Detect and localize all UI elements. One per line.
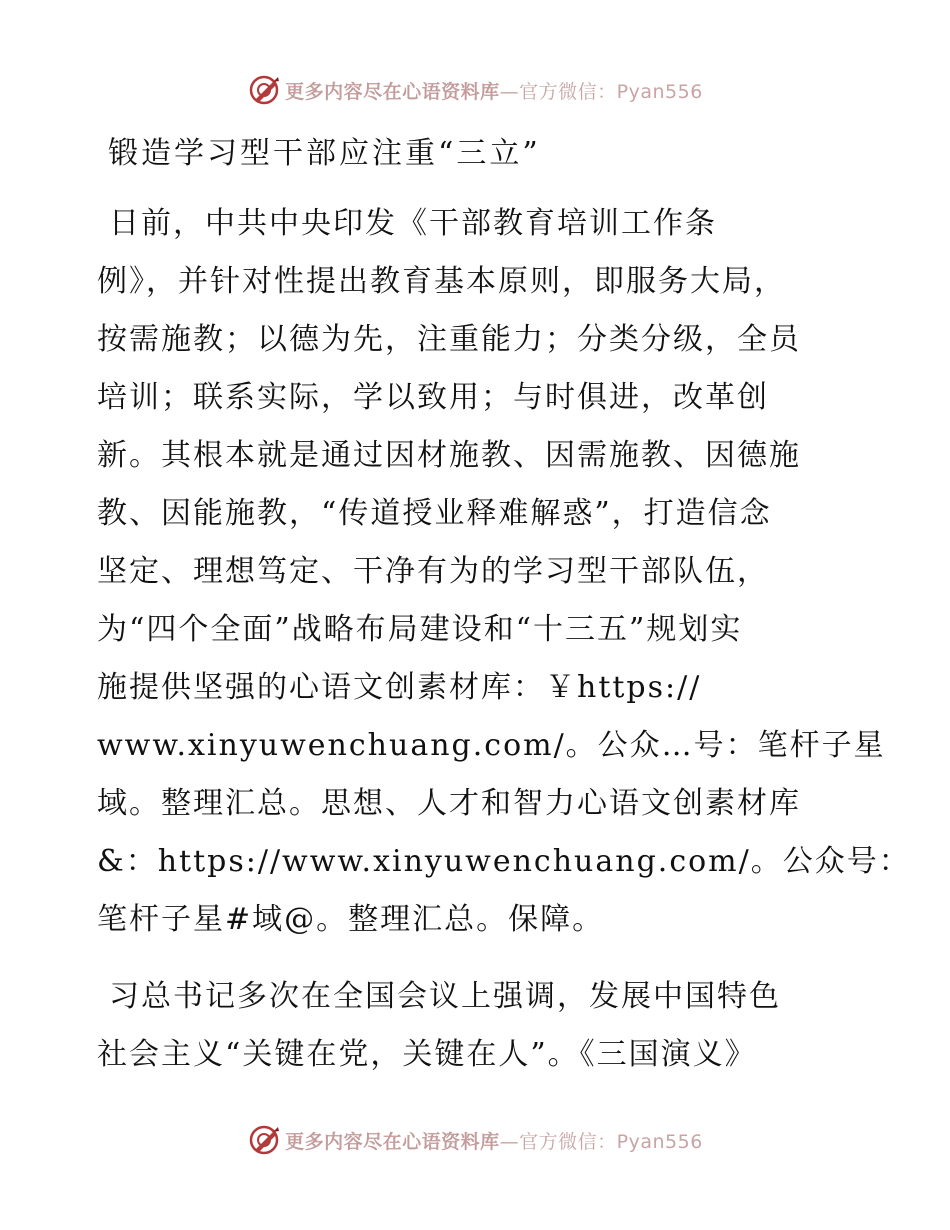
watermark-text: 更多内容尽在心语资料库—官方微信：Pyan556 xyxy=(285,1130,703,1153)
brand-logo-icon xyxy=(247,1123,281,1157)
paragraph-line: 坚定、理想笃定、干净有为的学习型干部队伍， xyxy=(97,554,769,589)
paragraph-line: 域。整理汇总。思想、人才和智力心语文创素材库 xyxy=(97,786,801,821)
paragraph-line: 为“四个全面”战略布局建设和“十三五”规划实 xyxy=(97,612,743,647)
paragraph-line: 习总书记多次在全国会议上强调，发展中国特色 xyxy=(109,979,781,1014)
paragraph-line: 教、因能施教，“传道授业释难解惑”，打造信念 xyxy=(97,496,772,531)
paragraph-line: 笔杆子星#域@。整理汇总。保障。 xyxy=(97,902,605,937)
paragraph-line: &：https://www.xinyuwenchuang.com/。公众号： xyxy=(97,844,911,879)
paragraph-line: www.xinyuwenchuang.com/。公众…号：笔杆子星 xyxy=(97,728,886,763)
paragraph-line: 新。其根本就是通过因材施教、因需施教、因德施 xyxy=(97,438,801,473)
paragraph-line: 施提供坚强的心语文创素材库：￥https:// xyxy=(97,670,702,705)
brand-logo-icon xyxy=(247,73,281,107)
paragraph-line: 例》，并针对性提出教育基本原则，即服务大局， xyxy=(97,264,786,299)
paragraph-line: 按需施教；以德为先，注重能力；分类分级，全员 xyxy=(97,322,801,357)
watermark-text: 更多内容尽在心语资料库—官方微信：Pyan556 xyxy=(285,80,703,103)
paragraph-2 xyxy=(97,968,857,1084)
document-title: 锻造学习型干部应注重“三立” xyxy=(108,136,541,171)
paragraph-1 xyxy=(97,195,911,949)
footer-watermark xyxy=(0,1120,950,1160)
paragraph-line: 培训；联系实际，学以致用；与时俱进，改革创 xyxy=(97,380,769,415)
paragraph-line: 日前，中共中央印发《干部教育培训工作条 xyxy=(109,206,717,241)
header-watermark xyxy=(0,70,950,110)
paragraph-line: 社会主义“关键在党，关键在人”。《三国演义》 xyxy=(97,1037,757,1072)
